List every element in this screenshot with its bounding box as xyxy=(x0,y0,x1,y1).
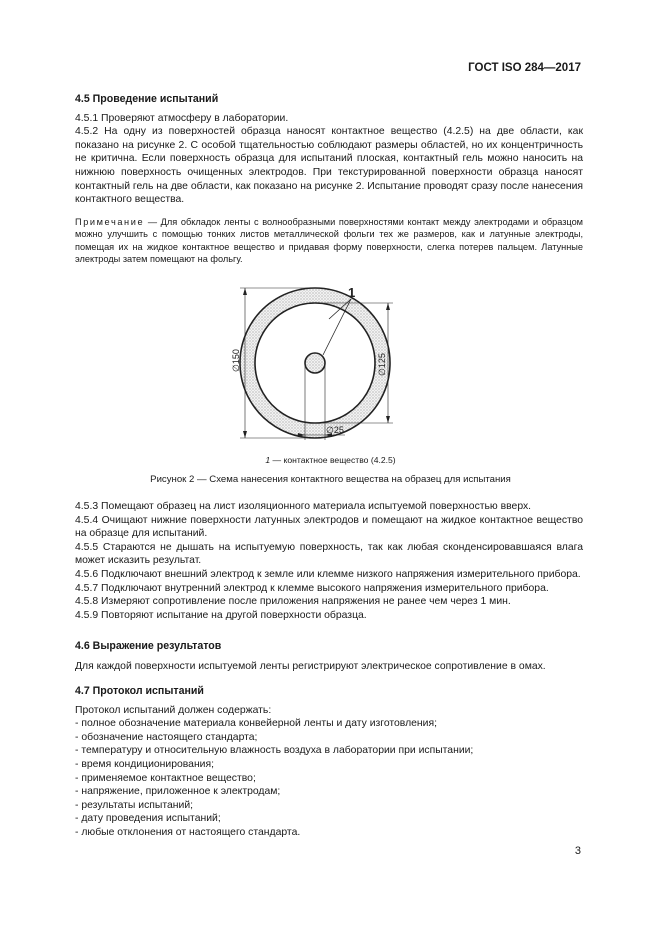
list-item: - полное обозначение материала конвейерной ленты и дату изготовления; xyxy=(75,718,437,730)
section-4-6 xyxy=(75,640,583,673)
paragraph-4-5-3: 4.5.3 Помещают образец на лист изоляционного материала испытуемой поверхностью вверх. xyxy=(75,501,532,512)
figure-legend xyxy=(0,455,661,465)
paragraph-4-5-6: 4.5.6 Подключают внешний электрод к земле или клемме низкого напряжения измерительного прибора. xyxy=(75,568,581,580)
paragraph-4-5-2: 4.5.2 На одну из поверхностей образца наносят контактное вещество (4.2.5) на две области, как показано на рисунке 2. С особой тщательностью соблюдают размеры областей, но их концентричность не критична. Если поверхность образца для испытаний плоская, контактный гель можно наносить на нижнюю поверхность очищенных электродов. При текстурированной поверхности образца наносят контактный гель на две области, как показано на рисунке 2. Испытание проводят сразу после нанесения контактного вещества. xyxy=(75,126,583,206)
dimension-label-center: ∅25 xyxy=(326,425,344,435)
list-item: - обозначение настоящего стандарта; xyxy=(75,731,258,743)
section-4-5 xyxy=(75,93,583,265)
paragraph-4-5-8: 4.5.8 Измеряют сопротивление после приложения напряжения не ранее чем через 1 мин. xyxy=(75,596,511,608)
note-label: Примечание xyxy=(75,216,145,227)
section-4-5-continued xyxy=(75,500,583,622)
paragraph-4-5-1: 4.5.1 Проверяют атмосферу в лаборатории. xyxy=(75,112,289,124)
page-number: 3 xyxy=(574,845,581,857)
legend-text: — контактное вещество (4.2.5) xyxy=(270,455,396,465)
figure-caption: Рисунок 2 — Схема нанесения контактного вещества на образец для испытания xyxy=(150,474,511,485)
section-heading: 4.7 Протокол испытаний xyxy=(75,685,204,697)
figure-2-diagram xyxy=(225,280,435,445)
list-item: - результаты испытаний; xyxy=(75,799,194,811)
section-heading: 4.6 Выражение результатов xyxy=(75,640,222,652)
paragraph-4-5-4: 4.5.4 Очищают нижние поверхности латунных электродов и помещают на жидкое контактное вещество на образце для испытаний. xyxy=(75,514,583,540)
list-item: - дату проведения испытаний; xyxy=(75,813,221,825)
paragraph-4-5-5: 4.5.5 Стараются не дышать на испытуемую поверхность, так как любая сконденсировавшаяся влага может исказить результат. xyxy=(75,541,583,567)
list-item: - время кондиционирования; xyxy=(75,758,215,770)
section-heading: 4.5 Проведение испытаний xyxy=(75,93,219,105)
protocol-list xyxy=(75,717,583,839)
section-4-7 xyxy=(75,685,583,840)
dimension-label-ring: ∅125 xyxy=(377,353,387,376)
dimension-label-outer: ∅150 xyxy=(231,349,241,372)
note xyxy=(75,216,583,266)
list-item: - любые отклонения от настоящего стандарта. xyxy=(75,826,301,838)
paragraph-4-7-intro: Протокол испытаний должен содержать: xyxy=(75,704,272,716)
legend-number: 1 xyxy=(265,455,271,465)
document-header: ГОСТ ISO 284—2017 xyxy=(468,62,581,74)
callout-number: 1 xyxy=(348,285,356,300)
note-text: — Для обкладок ленты с волнообразными поверхностями контакт между электродами и образцом можно улучшить с помощью тонких листов металлической фольги тех же размеров, как и латунные электроды, помещая их на жидкое контактное вещество и придавая форму поверхности, слегка потерев пальцем. Латунные электроды затем помещают на фольгу. xyxy=(75,216,583,264)
inner-contact-circle xyxy=(305,353,325,373)
list-item: - применяемое контактное вещество; xyxy=(75,772,256,784)
paragraph-4-5-7: 4.5.7 Подключают внутренний электрод к клемме высокого напряжения измерительного прибора. xyxy=(75,582,549,594)
paragraph-4-5-9: 4.5.9 Повторяют испытание на другой поверхности образца. xyxy=(75,609,367,621)
list-item: - температуру и относительную влажность воздуха в лаборатории при испытании; xyxy=(75,745,474,757)
list-item: - напряжение, приложенное к электродам; xyxy=(75,786,281,798)
paragraph-4-6: Для каждой поверхности испытуемой ленты регистрируют электрическое сопротивление в омах. xyxy=(75,660,546,672)
